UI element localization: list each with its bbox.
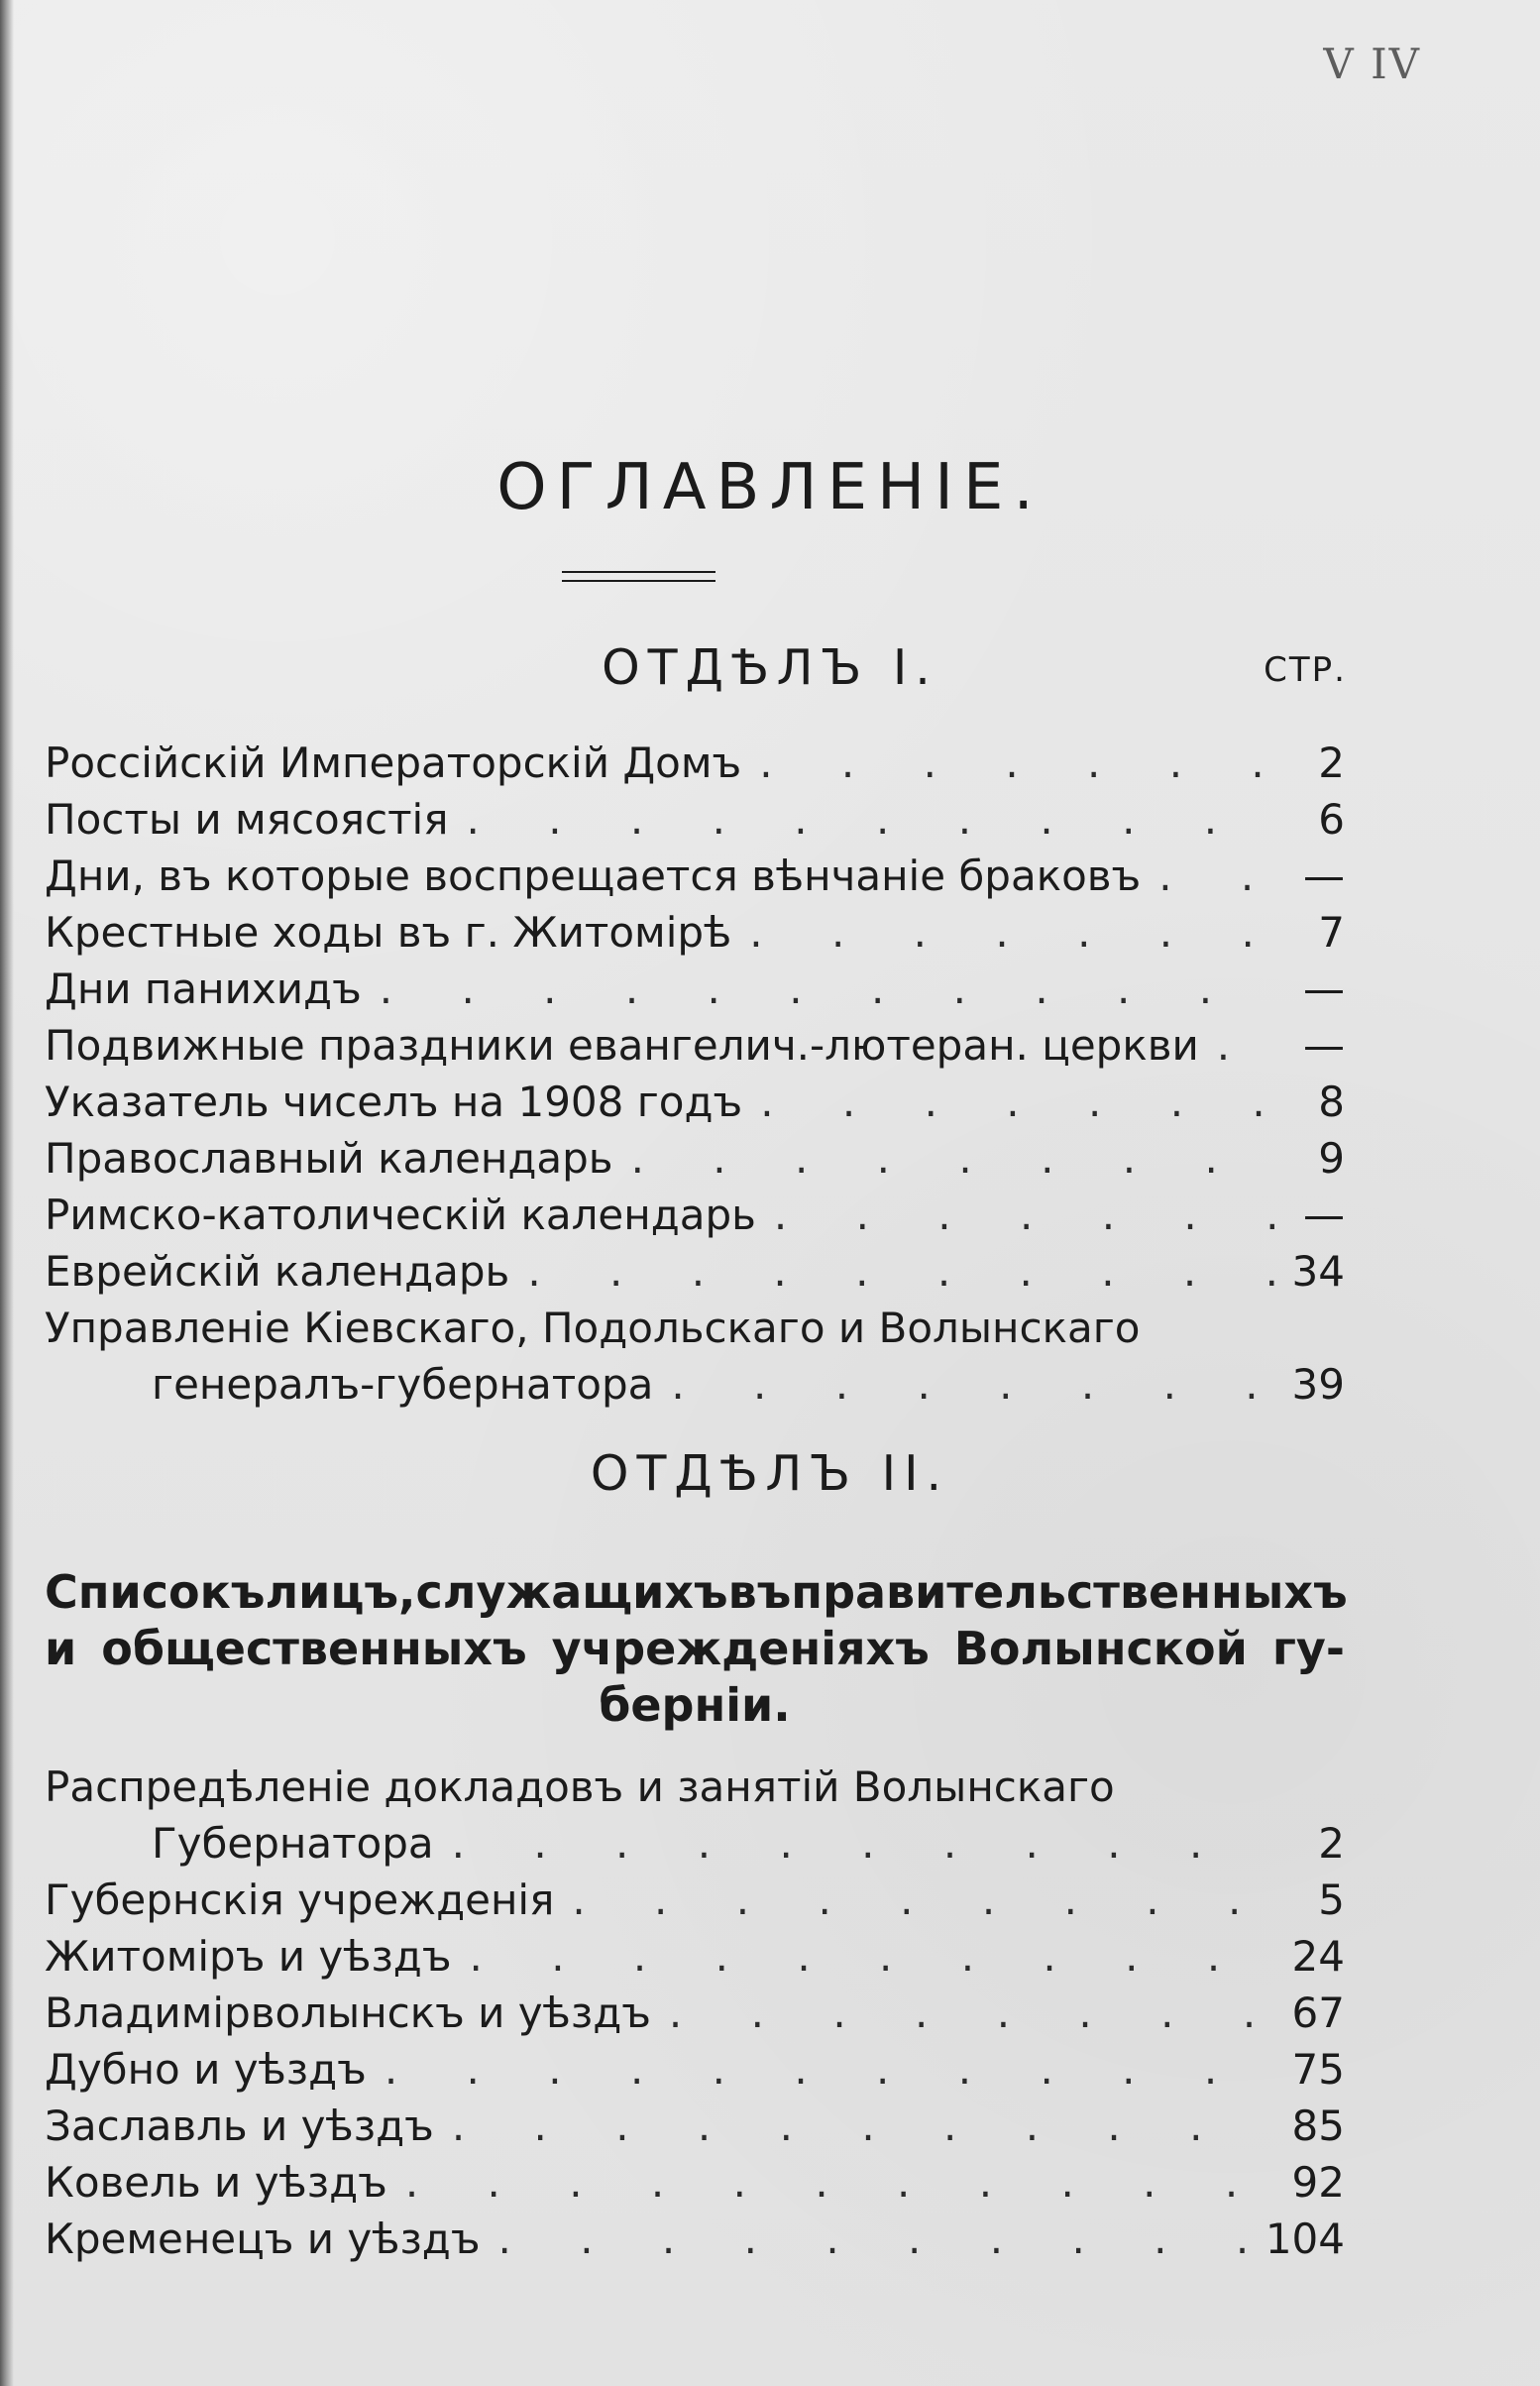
dot-leader bbox=[742, 1078, 1275, 1126]
subheading-word: общественныхъ bbox=[101, 1622, 527, 1675]
toc-entry bbox=[45, 852, 1345, 908]
section-2-heading: ОТДѢЛЪ II. bbox=[590, 1445, 950, 1502]
toc-entry-label: Губернатора bbox=[152, 1819, 434, 1868]
dot-leader bbox=[434, 2102, 1275, 2150]
toc-entry-label: Дни панихидъ bbox=[45, 965, 362, 1013]
dot-leader bbox=[452, 1932, 1275, 1981]
toc-entry-label: генералъ-губернатора bbox=[152, 1360, 654, 1409]
toc-entry-page: 2 bbox=[1318, 739, 1345, 787]
toc-entry bbox=[45, 2158, 1345, 2215]
toc-entry bbox=[45, 1304, 1345, 1360]
toc-entry-page: 104 bbox=[1265, 2215, 1345, 2263]
toc-entry-label: Посты и мясоястія bbox=[45, 795, 449, 844]
section-1-heading: ОТДѢЛЪ I. bbox=[602, 639, 938, 696]
toc-entry bbox=[45, 965, 1345, 1021]
subheading-line bbox=[45, 1621, 1345, 1677]
toc-entry-label: Римско-католическій календарь bbox=[45, 1191, 756, 1239]
toc-entry bbox=[45, 1247, 1345, 1304]
toc-entry-label: Указатель чиселъ на 1908 годъ bbox=[45, 1078, 743, 1126]
toc-entry bbox=[45, 1134, 1345, 1191]
subheading-word: лицъ, bbox=[265, 1565, 416, 1619]
toc-entry-page: 6 bbox=[1318, 795, 1345, 844]
subheading-word: и bbox=[45, 1622, 77, 1675]
toc-entry-page: 2 bbox=[1318, 1819, 1345, 1868]
toc-entry-label: Подвижные праздники евангелич.-лютеран. церкви bbox=[45, 1021, 1199, 1070]
toc-entry-label: Кременецъ и уѣздъ bbox=[45, 2215, 481, 2263]
toc-entry-page: — bbox=[1303, 1021, 1345, 1070]
toc-entry-page: 39 bbox=[1291, 1360, 1345, 1409]
dot-leader bbox=[362, 965, 1275, 1013]
toc-entry bbox=[45, 2215, 1345, 2271]
toc-entry-label: Губернскія учрежденія bbox=[45, 1875, 555, 1924]
dot-leader bbox=[434, 1819, 1275, 1868]
subheading-word: правительственныхъ bbox=[791, 1565, 1348, 1619]
toc-entry bbox=[45, 1875, 1345, 1932]
subheading-word: гу- bbox=[1271, 1622, 1345, 1675]
dot-leader bbox=[1199, 1021, 1275, 1070]
toc-entry-label: Владимірволынскъ и уѣздъ bbox=[45, 1988, 651, 2037]
toc-entry bbox=[45, 2045, 1345, 2102]
dot-leader bbox=[449, 795, 1276, 844]
toc-entry-page: 24 bbox=[1291, 1932, 1345, 1981]
subheading-word: въ bbox=[727, 1565, 792, 1619]
toc-entry-label: Крестные ходы въ г. Житомірѣ bbox=[45, 908, 732, 957]
toc-entry-page: 5 bbox=[1318, 1875, 1345, 1924]
toc-entry-page: 7 bbox=[1318, 908, 1345, 957]
dot-leader bbox=[653, 1360, 1275, 1409]
toc-entry bbox=[45, 1988, 1345, 2045]
dot-leader bbox=[731, 908, 1275, 957]
page-binding-edge bbox=[0, 0, 14, 2386]
toc-entry bbox=[45, 1819, 1345, 1875]
toc-entry-page: — bbox=[1303, 965, 1345, 1013]
subheading-line bbox=[45, 1564, 1348, 1621]
toc-entry-label: Управленіе Кіевскаго, Подольскаго и Волынскаго bbox=[45, 1304, 1141, 1352]
subheading-word: Волынской bbox=[953, 1622, 1248, 1675]
subheading-word: служащихъ bbox=[415, 1565, 728, 1619]
toc-entry-page: 8 bbox=[1318, 1078, 1345, 1126]
title-double-rule bbox=[562, 571, 715, 582]
toc-entry-page: — bbox=[1303, 1191, 1345, 1239]
section-2-toc bbox=[45, 1762, 1345, 2271]
dot-leader bbox=[651, 1988, 1275, 2037]
toc-entry-page: 67 bbox=[1291, 1988, 1345, 2037]
toc-entry bbox=[45, 1932, 1345, 1988]
toc-entry bbox=[45, 908, 1345, 965]
dot-leader bbox=[756, 1191, 1275, 1239]
toc-entry bbox=[45, 1191, 1345, 1247]
toc-entry bbox=[45, 1762, 1345, 1819]
toc-entry bbox=[45, 1021, 1345, 1078]
page-column-label: СТР. bbox=[1264, 650, 1347, 690]
toc-entry-label: Ковель и уѣздъ bbox=[45, 2158, 387, 2207]
dot-leader bbox=[1141, 852, 1275, 900]
dot-leader bbox=[367, 2045, 1275, 2094]
dot-leader bbox=[554, 1875, 1275, 1924]
toc-entry-label: Заславль и уѣздъ bbox=[45, 2102, 434, 2150]
section-1-toc bbox=[45, 739, 1345, 1417]
subheading-word: учрежденіяхъ bbox=[551, 1622, 930, 1675]
dot-leader bbox=[387, 2158, 1275, 2207]
subheading-word: Списокъ bbox=[45, 1565, 266, 1619]
dot-leader bbox=[741, 739, 1275, 787]
toc-entry-page: 85 bbox=[1291, 2102, 1345, 2150]
toc-entry-label: Распредѣленіе докладовъ и занятій Волынскаго bbox=[45, 1762, 1115, 1811]
toc-entry-page: 75 bbox=[1291, 2045, 1345, 2094]
toc-entry-page: — bbox=[1303, 852, 1345, 900]
dot-leader bbox=[509, 1247, 1275, 1296]
toc-entry-label: Дубно и уѣздъ bbox=[45, 2045, 367, 2094]
page-number-roman: V IV bbox=[1323, 40, 1421, 88]
toc-entry bbox=[45, 795, 1345, 852]
toc-entry-page: 9 bbox=[1318, 1134, 1345, 1183]
dot-leader bbox=[613, 1134, 1275, 1183]
page-title: ОГЛАВЛЕНІЕ. bbox=[496, 451, 1044, 524]
toc-entry-label: Россійскій Императорскій Домъ bbox=[45, 739, 742, 787]
toc-entry-label: Православный календарь bbox=[45, 1134, 613, 1183]
toc-entry bbox=[45, 2102, 1345, 2158]
toc-entry bbox=[45, 1360, 1345, 1417]
dot-leader bbox=[481, 2215, 1256, 2263]
toc-entry-label: Дни, въ которые воспрещается вѣнчаніе браковъ bbox=[45, 852, 1142, 900]
toc-entry-label: Житоміръ и уѣздъ bbox=[45, 1932, 452, 1981]
toc-entry-page: 34 bbox=[1291, 1247, 1345, 1296]
subheading-line: берніи. bbox=[599, 1678, 791, 1732]
toc-entry-label: Еврейскій календарь bbox=[45, 1247, 510, 1296]
toc-entry bbox=[45, 739, 1345, 795]
toc-entry-page: 92 bbox=[1291, 2158, 1345, 2207]
section-2-subheading bbox=[45, 1564, 1348, 1734]
toc-entry bbox=[45, 1078, 1345, 1134]
